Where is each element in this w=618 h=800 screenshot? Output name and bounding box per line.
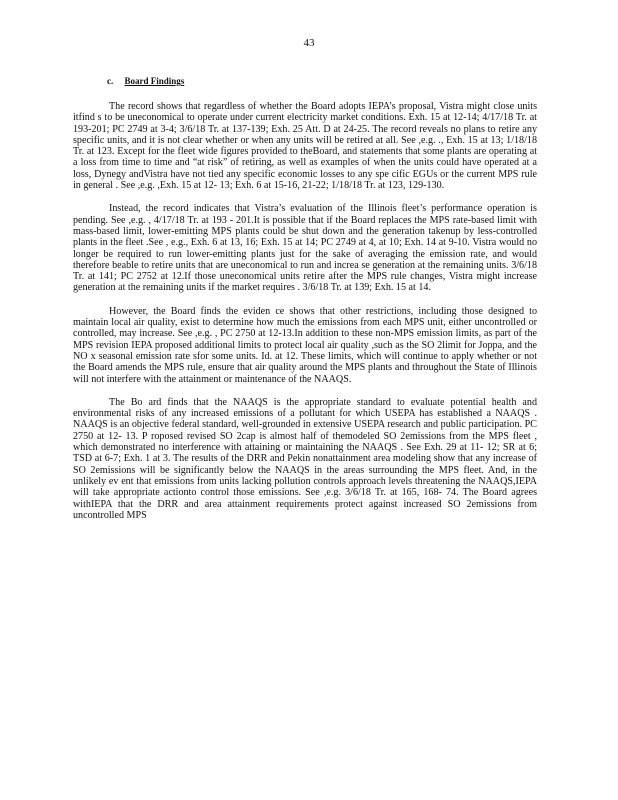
page-number: 43: [303, 37, 315, 49]
section-letter: c.: [107, 76, 114, 86]
body-text: [73, 101, 537, 521]
paragraph-4: The Bo ard finds that the NAAQS is the appropriate standard to evaluate potential health and environmental risks of any increased emissions of a pollutant for which USEPA has established a NAAQS . NAAQS is an objective federal standard, well-grounded in extensive USEPA research and public participation. PC 2750 at 12- 13. P roposed revised SO 2cap is almost half of themodeled SO 2emissions from the MPS fleet , which demonstrated no interference with attaining or maintaining the NAAQS . See Exh. 29 at 11- 12; SR at 6; TSD at 6-7; Exh. 1 at 3. The results of the DRR and Pekin nonattainment area modeling show that any increase of SO 2emissions will be significantly below the NAAQS in the areas surrounding the MPS fleet. And, in the unlikely ev ent that emissions from units lacking pollution controls approach levels threatening the NAAQS,IEPA will take appropriate actionto control those emissions. See ,e.g. 3/6/18 Tr. at 165, 168- 74. The Board agrees withIEPA that the DRR and area attainment requirements protect against increased SO 2emissions from uncontrolled MPS: [73, 396, 537, 521]
section-title: Board Findings: [124, 76, 185, 86]
paragraph-3: However, the Board finds the eviden ce shows that other restrictions, including those designed to maintain local air quality, exist to determine how much the emissions from each MPS unit, either uncontrolled or controlled, may increase. See ,e.g. , PC 2750 at 12-13.In addition to these non-MPS emission limits, as part of the MPS revision IEPA proposed additional limits to protect local air quality ,such as the SO 2limit for Joppa, and the NO x seasonal emission rate sfor some units. Id. at 12. These limits, which will continue to apply whether or not the Board amends the MPS rule, ensure that air quality around the MPS plants and throughout the State of Illinois will not interfere with the attainment or maintenance of the NAAQS.: [73, 305, 537, 385]
paragraph-2: Instead, the record indicates that Vistra’s evaluation of the Illinois fleet’s performance operation is pending. See ,e.g. , 4/17/18 Tr. at 193 - 201.It is possible that if the Board replaces the MPS rate-based limit with mass-based limit, lower-emitting MPS plants could be shut down and the generation takenup by less-controlled plants in the fleet .See , e.g., Exh. 6 at 13, 16; Exh. 15 at 14; PC 2749 at 4, at 10; Exh. 14 at 9-10. Vistra would no longer be required to run lower-emitting plants just for the sake of averaging the emission rate, and would therefore beable to retire units that are uneconomical to run and increa se generation at the remaining units. 3/6/18 Tr. at 141; PC 2752 at 12.If those uneconomical units retire after the MPS rule changes, Vistra might increase generation at the remaining units if the market requires . 3/6/18 Tr. at 139; Exh. 15 at 14.: [73, 203, 537, 294]
section-heading: [107, 76, 184, 86]
paragraph-1: The record shows that regardless of whether the Board adopts IEPA’s proposal, Vistra might close units itfind s to be uneconomical to operate under current electricity market conditions. Exh. 15 at 12-14; 4/17/18 Tr. at 193-201; PC 2749 at 3-4; 3/6/18 Tr. at 137-139; Exh. 25 Att. D at 24-25. The record reveals no plans to retire any specific units, and it is not clear whether or when any units will be retired at all. See ,e.g. ., Exh. 15 at 13; 1/18/18 Tr. at 123. Except for the fleet wide figures provided to theBoard, and statements that some plants are operating at a loss from time to time and “at risk” of retiring, as well as examples of when the units could have operated at a loss, Dynegy andVistra have not tied any specific economic losses to any spe cific EGUs or the current MPS rule in general . See ,e.g. ,Exh. 15 at 12- 13; Exh. 6 at 15-16, 21-22; 1/18/18 Tr. at 123, 129-130.: [73, 101, 537, 192]
